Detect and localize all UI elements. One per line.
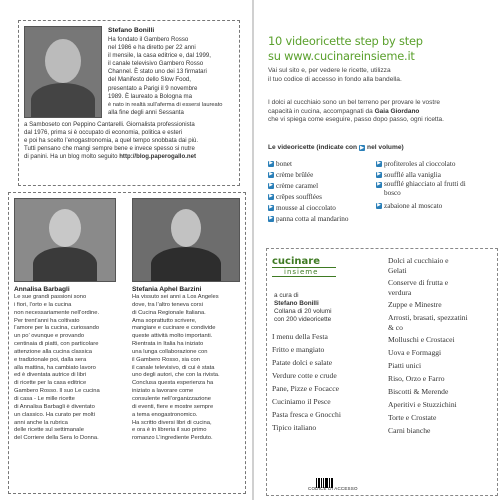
volume-title: Aperitivi e Stuzzichini: [388, 400, 457, 409]
chef-name: Gaia Giordano: [374, 107, 420, 115]
volume-title: Zuppe e Minestre: [388, 300, 442, 309]
volume-title: Patate dolci e salate: [272, 358, 333, 367]
description: I dolci al cucchiaio sono un bel terreno per provare le vostre capacità in cucina, accompagnati da Gaia Giordano che vi spiega come eseguire, passo dopo passo, ogni ricetta.: [268, 99, 444, 124]
recipe-item[interactable]: ▶ profiteroles al cioccolato: [377, 159, 456, 168]
barbagli-bio: Le sue grandi passioni sono i fiori, l’orto e la cucina non necessariamente nell’ordine. Per trent’anni ha coltivato l’amore per la cucina, curiosando un po’ ovunque e provando centinaia di piatti, con particolare attenzione alla cucina classica e tradizionale poi, dalla sera alla mattina, ha cambiato lavoro ed è diventata autrice di libri di ricette per la casa editrice Gambero Rosso. Il suo Le cucina di casa - Le mille ricette di Annalisa Barbagli è diventato un classico. Ha curato per molti anni anche la rubrica delle ricette sul settimanale del Corriere della Sera Io Donna.: [14, 294, 100, 442]
recipe-item[interactable]: ▶ crème caramel: [269, 181, 319, 190]
volume-title: Piatti unici: [388, 361, 422, 370]
recipe-item[interactable]: ▶ crème brûlée: [269, 170, 314, 179]
volume-title: Torte e Crostate: [388, 413, 437, 422]
headline: 10 videoricette step by step su www.cucinareinsieme.it: [268, 34, 423, 63]
volumes-right: [388, 256, 492, 439]
volume-title: Dolci al cucchiaio e Gelati: [388, 256, 449, 275]
video-icon: ▶: [269, 204, 273, 210]
video-icon: ▶: [269, 182, 273, 188]
volume-title: Cuciniamo il Pesce: [272, 397, 331, 406]
volume-title: Molluschi e Crostacei: [388, 335, 455, 344]
recipe-item[interactable]: ▶ panna cotta al mandarino: [269, 214, 349, 223]
volume-title: Verdure cotte e crude: [272, 371, 337, 380]
volume-title: Uova e Formaggi: [388, 348, 442, 357]
video-icon: ▶: [269, 171, 273, 177]
volume-title: Conserve di frutta e verdura: [388, 278, 449, 297]
barbagli-photo: [14, 198, 116, 282]
series-info: a cura di Stefano Bonilli Collana di 20 volumi con 200 videoricette: [274, 292, 332, 323]
video-icon: ▶: [377, 182, 381, 187]
site-intro: Vai sul sito e, per vedere le ricette, utilizza il tuo codice di accesso in fondo alla bandella.: [268, 67, 402, 83]
barzini-bio: Ha vissuto sei anni a Los Angeles dove, tra l’altro teneva corsi di Cucina Regionale Italiana. Ama soprattutto scrivere, mangiare e cucinare e condivide queste attività molto importanti. Rientrata in Italia ha iniziato una lunga collaborazione con il Gambero Rosso, sia con il canale televisivo, di cui è stata uno degli autori, che con la rivista. Conclusa questa esperienza ha iniziato a lavorare come consulente nell’organizzazione di eventi, fiere e mostre sempre a tema enogastronomico. Ha scritto diversi libri di cucina, e ora è in libreria il suo primo romanzo L’ingrediente Perduto.: [132, 294, 220, 442]
blog-link[interactable]: http://blog.paperogallo.net: [119, 153, 197, 161]
video-icon: ▶: [360, 144, 364, 151]
recipes-column-2: [376, 158, 494, 211]
video-recipes-label: Le videoricette (indicate con ▶ nel volume): [268, 144, 404, 151]
right-flap: [254, 0, 500, 500]
volume-title: Tipico italiano: [272, 423, 317, 432]
access-code-label: CODICE DI ACCESSO: [308, 486, 358, 491]
video-icon: ▶: [269, 193, 273, 199]
volume-title: Carni bianche: [388, 426, 431, 435]
video-icon: ▶: [377, 171, 381, 177]
barzini-name: Stefania Aphel Barzini: [132, 286, 202, 293]
volumes-left: [272, 332, 380, 436]
barbagli-name: Annalisa Barbagli: [14, 286, 70, 293]
recipe-item[interactable]: ▶ mousse al cioccolato: [269, 203, 336, 212]
recipe-item[interactable]: ▶ soufflé ghiacciato al frutti di bosco: [377, 180, 466, 197]
video-icon: ▶: [269, 215, 273, 221]
bonilli-name: Stefano Bonilli: [108, 27, 155, 34]
volume-title: Fritto e mangiato: [272, 345, 325, 354]
volume-title: I menu della Festa: [272, 332, 328, 341]
recipe-item[interactable]: ▶ crêpes soufflées: [269, 192, 322, 201]
bonilli-bio-tail: a Samboseto con Peppino Cantarelli. Giornalista professionista dal 1976, prima si è occupato di economia, politica e esteri e poi ha scelto l’enogastronomia, a quel tempo snobbata dai più. Tutti pensano che mangi sempre bene e invece spesso si nutre di panini. Ha un blog molto seguito http://blog.paperogallo.net: [24, 121, 199, 161]
video-icon: ▶: [377, 202, 381, 208]
volume-title: Pasta fresca e Gnocchi: [272, 410, 341, 419]
volume-title: Riso, Orzo e Farro: [388, 374, 445, 383]
volume-title: Biscotti & Merende: [388, 387, 449, 396]
recipe-item[interactable]: ▶ bonet: [269, 159, 292, 168]
bonilli-photo: [24, 26, 102, 118]
volume-title: Arrosti, brasati, spezzatini & co: [388, 313, 468, 332]
volume-title: Pane, Pizze e Focacce: [272, 384, 340, 393]
video-icon: ▶: [377, 160, 381, 166]
recipe-item[interactable]: ▶ zabaione al moscato: [377, 201, 443, 210]
recipes-column-1: [268, 158, 372, 224]
barzini-photo: [132, 198, 240, 282]
recipe-item[interactable]: ▶ soufflé alla vaniglia: [377, 170, 441, 179]
cucinare-insieme-logo: cucinare insieme: [272, 256, 354, 277]
video-icon: ▶: [269, 160, 273, 166]
bonilli-bio: Ha fondato il Gambero Rosso nel 1986 e ha diretto per 22 anni il mensile, la casa editrice e, dal 1999, il canale televisivo Gambero Rosso Channel. È stato uno dei 13 firmatari del Manifesto dello Slow Food, presentato a Parigi il 9 novembre 1989. È laureato a Bologna ma è nato in realtà sull’aferma di essersi laureato alla fine degli anni Sessanta: [108, 36, 223, 116]
